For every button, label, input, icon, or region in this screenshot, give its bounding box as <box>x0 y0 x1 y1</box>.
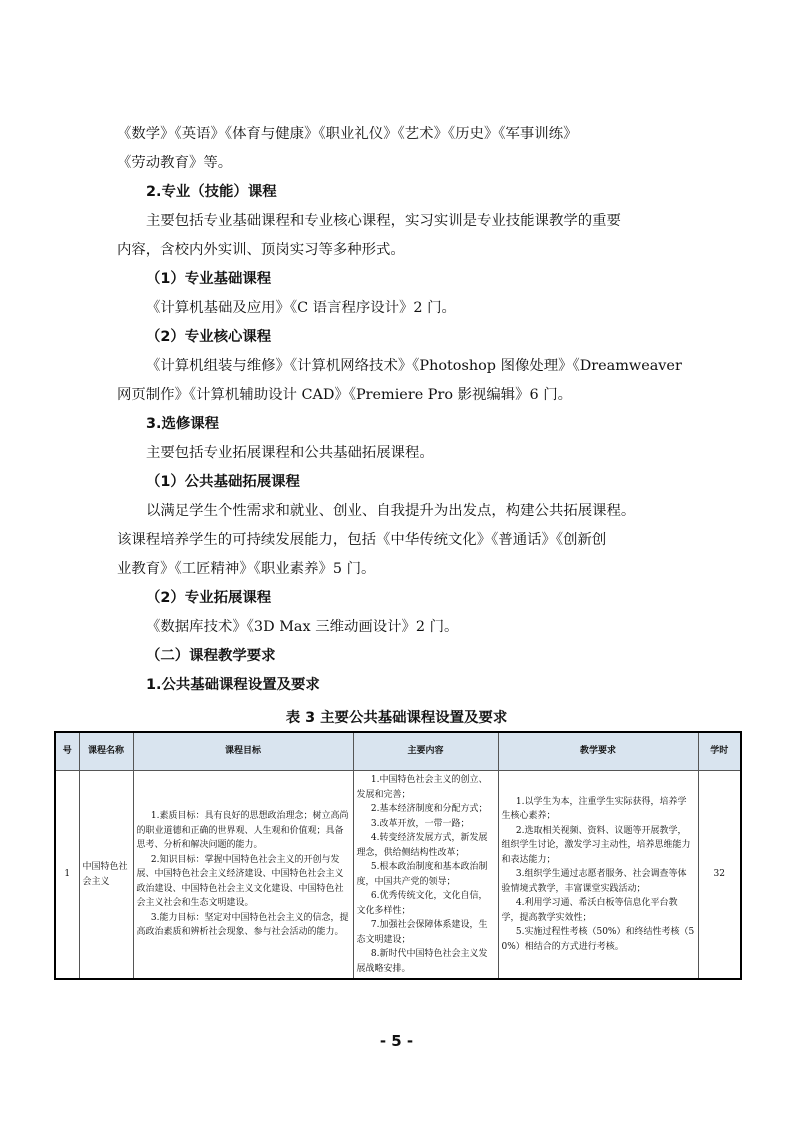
requirement-item: 4.利用学习通、希沃白板等信息化平台教学，提高教学实效性； <box>501 898 678 923</box>
public-extension-line-1: 以满足学生个性需求和就业、创业、自我提升为出发点，构建公共拓展课程。 <box>146 503 636 519</box>
elective-intro: 主要包括专业拓展课程和公共基础拓展课程。 <box>146 445 434 461</box>
professional-intro-line-1: 主要包括专业基础课程和专业核心课程，实习实训是专业技能课教学的重要 <box>146 213 621 229</box>
header-hours: 学时 <box>698 732 741 771</box>
content-item: 1.中国特色社会主义的创立、发展和完善； <box>356 775 488 800</box>
requirement-item: 1.以学生为本，注重学生实际获得，培养学生核心素养； <box>501 796 687 822</box>
header-no: 号 <box>55 732 79 771</box>
table-header-row <box>55 732 741 771</box>
row-teaching-requirements <box>498 771 698 980</box>
content-item: 2.基本经济制度和分配方式； <box>370 804 488 814</box>
table-row <box>55 771 741 980</box>
public-courses-line-2: 《劳动教育》等。 <box>117 155 233 171</box>
professional-basic-text: 《计算机基础及应用》《C 语言程序设计》2 门。 <box>146 300 456 316</box>
requirement-item: 3.组织学生通过志愿者服务、社会调查等体验情境式教学，丰富课堂实践活动； <box>501 869 687 894</box>
content-item: 5.根本政治制度和基本政治制度，中国共产党的领导； <box>356 862 488 887</box>
professional-core-line-2: 网页制作》《计算机辅助设计 CAD》《Premiere Pro 影视编辑》6 门。 <box>117 387 573 403</box>
goal-item: 2.知识目标：掌握中国特色社会主义的开创与发展、中国特色社会主义经济建设、中国特色社会主义政治建设、中国特色社会主义文化建设、中国特色社会主义社会和生态文明建设。 <box>136 854 344 909</box>
heading-professional-courses: 2.专业（技能）课程 <box>146 184 277 200</box>
content-item: 3.改革开放，一带一路； <box>370 818 470 829</box>
public-courses-line-1: 《数学》《英语》《体育与健康》《职业礼仪》《艺术》《历史》《军事训练》 <box>117 126 578 142</box>
requirement-item: 2.选取相关视频、资料、议题等开展教学，组织学生讨论，激发学习主动性，培养思维能力和表达能力； <box>501 825 691 865</box>
content-item: 7.加强社会保障体系建设，生态文明建设； <box>356 920 488 945</box>
requirement-item: 5.实施过程性考核（50%）和终结性考核（50%）相结合的方式进行考核。 <box>501 927 695 952</box>
heading-professional-extension: （2）专业拓展课程 <box>146 590 272 606</box>
header-course-name: 课程名称 <box>79 732 133 771</box>
header-teaching-requirements: 教学要求 <box>498 732 698 771</box>
professional-core-line-1: 《计算机组装与维修》《计算机网络技术》《Photoshop 图像处理》《Dreamweaver <box>146 358 682 374</box>
public-extension-line-2: 该课程培养学生的可持续发展能力，包括《中华传统文化》《普通话》《创新创 <box>117 532 607 548</box>
content-item: 6.优秀传统文化，文化自信，文化多样性； <box>356 891 488 916</box>
heading-professional-basic: （1）专业基础课程 <box>146 271 272 287</box>
header-course-goals: 课程目标 <box>133 732 353 771</box>
heading-teaching-requirements: （二）课程教学要求 <box>146 648 276 664</box>
row-course-name: 中国特色社会主义 <box>79 771 133 980</box>
content-item: 4.转变经济发展方式，新发展理念，供给侧结构性改革； <box>356 833 488 858</box>
heading-elective-courses: 3.选修课程 <box>146 416 220 432</box>
row-no: 1 <box>55 771 79 980</box>
row-main-content <box>353 771 498 980</box>
professional-intro-line-2: 内容，含校内外实训、顶岗实习等多种形式。 <box>117 242 405 258</box>
page-number: - 5 - <box>379 1032 414 1050</box>
heading-public-basic-requirements: 1.公共基础课程设置及要求 <box>146 677 320 693</box>
row-course-goals <box>133 771 353 980</box>
professional-extension-text: 《数据库技术》《3D Max 三维动画设计》2 门。 <box>146 619 459 635</box>
heading-professional-core: （2）专业核心课程 <box>146 329 272 345</box>
table-caption: 表 3 主要公共基础课程设置及要求 <box>285 710 508 726</box>
content-item: 8.新时代中国特色社会主义发展战略安排。 <box>356 949 488 974</box>
public-extension-line-3: 业教育》《工匠精神》《职业素养》5 门。 <box>117 561 376 577</box>
goal-item: 3.能力目标：坚定对中国特色社会主义的信念，提高政治素质和辨析社会现象、参与社会活动的能力。 <box>136 912 349 938</box>
header-main-content: 主要内容 <box>353 732 498 771</box>
course-table <box>54 731 742 980</box>
goal-item: 1.素质目标：具有良好的思想政治理念；树立高尚的职业道德和正确的世界观、人生观和价值观；具备思考、分析和解决问题的能力。 <box>136 811 349 851</box>
heading-public-extension: （1）公共基础拓展课程 <box>146 474 300 490</box>
row-hours: 32 <box>698 771 741 980</box>
